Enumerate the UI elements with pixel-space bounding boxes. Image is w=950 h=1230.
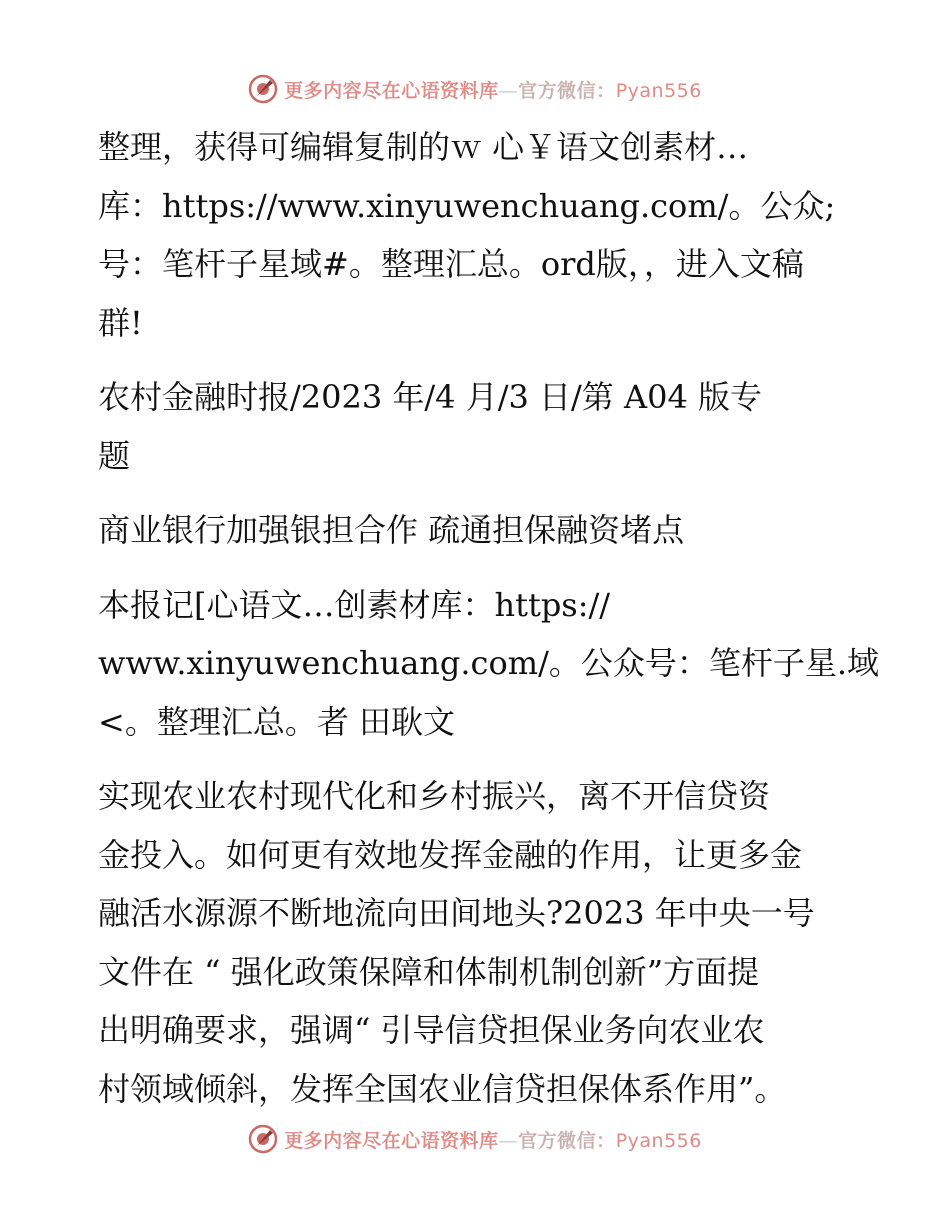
intro-paragraph: [98, 118, 878, 352]
footer-banner-slogan: 更多内容尽在心语资料库: [284, 1129, 499, 1152]
text-line: 群!: [98, 303, 143, 342]
text-line: 文件在 “ 强化政策保障和体制机制创新”方面提: [98, 952, 760, 991]
text-line: 村领域倾斜，发挥全国农业信贷担保体系作用”。: [98, 1069, 787, 1108]
text-line: 农村金融时报/2023 年/4 月/3 日/第 A04 版专: [98, 378, 762, 416]
text-line: 融活水源源不断地流向田间地头?2023 年中央一号: [98, 894, 815, 932]
header-banner-inner: [248, 74, 702, 104]
header-banner-slogan: 更多内容尽在心语资料库: [284, 79, 499, 102]
text-line: www.xinyuwenchuang.com/。公众号：笔杆子星.域: [98, 644, 880, 682]
text-line: 金投入。如何更有效地发挥金融的作用，让更多金: [98, 835, 803, 874]
brand-logo-icon: [248, 74, 278, 104]
article-title: [98, 501, 878, 560]
header-banner-text: [284, 76, 702, 103]
header-banner-wechat-id: Pyan556: [615, 79, 702, 102]
reporter-paragraph: [98, 576, 878, 752]
text-line: 商业银行加强银担合作 疏通担保融资堵点: [98, 511, 685, 549]
footer-banner-wechat-id: Pyan556: [615, 1129, 702, 1152]
footer-banner: [0, 1122, 950, 1156]
text-line: 本报记[心语文…创素材库：https://: [98, 585, 611, 624]
document-body: [98, 118, 878, 1134]
header-banner: [0, 72, 950, 106]
text-line: <。整理汇总。者 田耿文: [98, 702, 455, 741]
source-paragraph: [98, 368, 878, 485]
footer-banner-text: [284, 1126, 702, 1153]
text-line: 整理，获得可编辑复制的ｗ 心￥语文创素材…: [98, 128, 749, 166]
text-line: 实现农业农村现代化和乡村振兴，离不开信贷资: [98, 777, 771, 815]
body-paragraph: [98, 767, 878, 1118]
text-line: 库：https://www.xinyuwenchuang.com/。公众;: [98, 186, 836, 225]
header-banner-dash: —: [498, 79, 519, 102]
text-line: 出明确要求，强调“ 引导信贷担保业务向农业农: [98, 1011, 765, 1049]
text-line: 号：笔杆子星域#。整理汇总。ord版，，进入文稿: [98, 245, 804, 283]
brand-logo-icon: [248, 1124, 278, 1154]
footer-banner-inner: [248, 1124, 702, 1154]
footer-banner-dash: —: [498, 1129, 519, 1152]
header-banner-official: 官方微信：: [518, 79, 616, 102]
footer-banner-official: 官方微信：: [518, 1129, 616, 1152]
text-line: 题: [98, 436, 131, 475]
